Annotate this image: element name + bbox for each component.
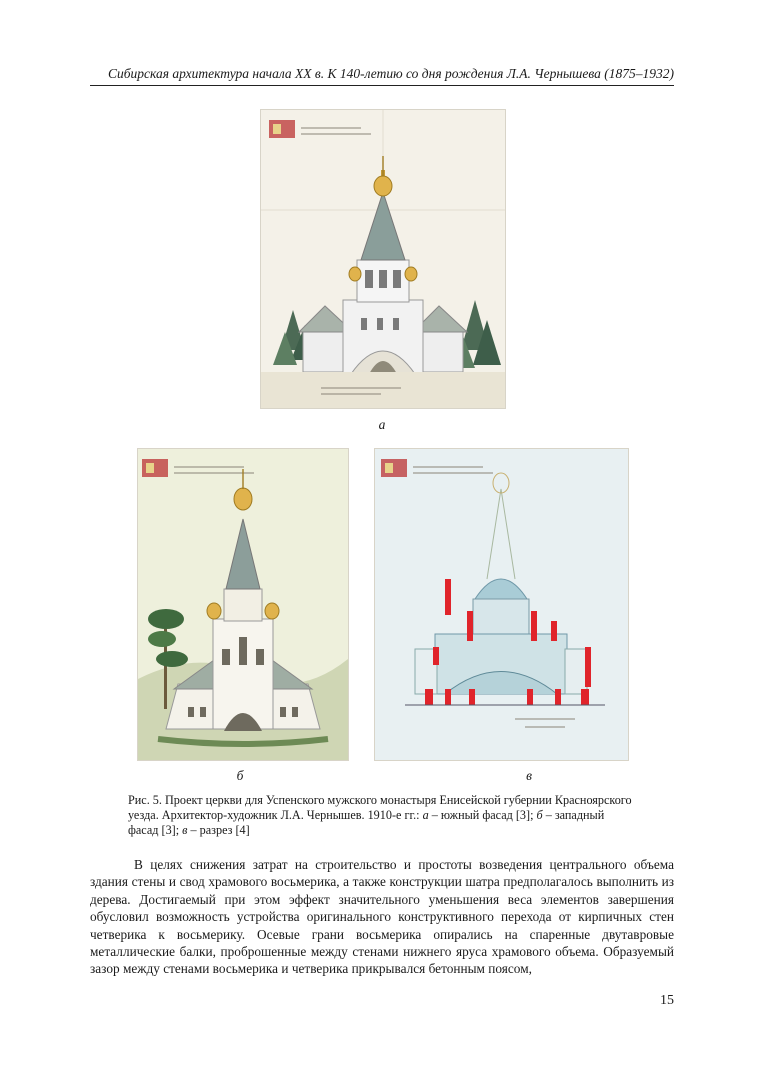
figure-label-b: б [236, 768, 244, 783]
figure-b-west-facade-drawing [137, 448, 349, 761]
caption-line-3: фасад [3]; в – разрез [4] [128, 823, 250, 837]
body-text [90, 856, 674, 978]
running-header [90, 66, 674, 86]
caption-line-2: уезда. Архитектор-художник Л.А. Чернышев. 1910-е гг.: а – южный фасад [3]; б – западный [128, 808, 605, 822]
figure-caption [128, 793, 638, 838]
running-title: Сибирская архитектура начала XX в. К 140-летию со дня рождения Л.А. Чернышева (1875–1932) [108, 66, 674, 81]
figure-label-v: в [526, 768, 532, 783]
page-number: 15 [660, 993, 674, 1008]
caption-line-1: Рис. 5. Проект церкви для Успенского мужского монастыря Енисейской губернии Красноярского [128, 793, 632, 807]
figure-label-a: а [378, 417, 386, 432]
figure-a-south-facade-drawing [260, 109, 506, 409]
body-paragraph: В целях снижения затрат на строительство и простоты возведения центрального объема здания стены и свод храмового восьмерика, а также конструкции шатра предполагалось выполнить из дерева. Достигаемый при этом эффект значительного уменьшения веса элементов завершения обусловил возможность устройства оригинального конструктивного перехода от кирпичных стен четверика к восьмерику. Осевые грани восьмерика опирались на спаренные двутавровые металлические балки, проброшенные между стенами нижнего яруса храмового объема. Образуемый зазор между стенами восьмерика и четверика прикрывался бетонным поясом, [90, 857, 674, 977]
figure-v-section-drawing [374, 448, 629, 761]
